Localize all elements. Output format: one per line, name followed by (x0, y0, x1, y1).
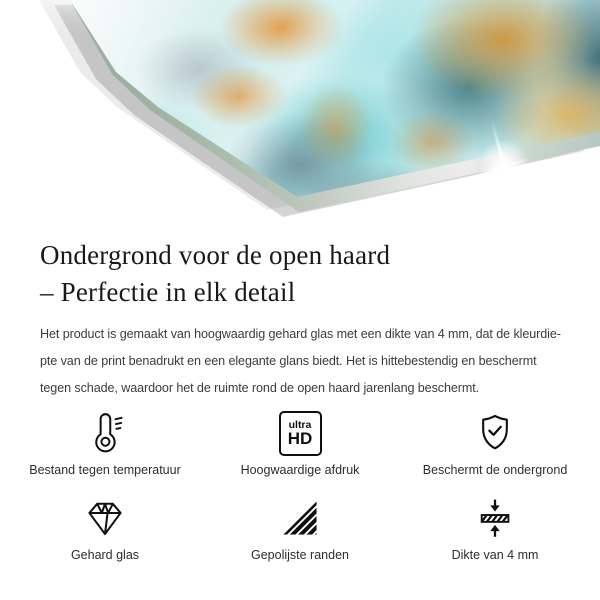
ultra-hd-badge-bottom-text: HD (287, 428, 313, 448)
page-title-line-2: – Perfectie in elk detail (40, 277, 296, 307)
ultra-hd-badge (279, 411, 322, 456)
feature-polished-edges (203, 495, 398, 562)
features-grid (29, 410, 568, 562)
polished-edges-icon (280, 495, 320, 541)
feature-label: Bestand tegen temperatuur (29, 463, 181, 477)
thermometer-icon (84, 410, 126, 456)
feature-tempered-glass (8, 495, 203, 562)
thickness-4mm-icon (474, 495, 516, 541)
intro-line: Het product is gemaakt van hoogwaardig gehard glas met een dikte van 4 mm, dat de kleurdie- (40, 327, 561, 341)
feature-thickness (398, 495, 593, 562)
feature-label: Dikte van 4 mm (451, 548, 539, 562)
intro-line: tegen schade, waardoor het de ruimte rond de open haard jarenlang beschermt. (40, 381, 480, 395)
page-title-line-1: Ondergrond voor de open haard (40, 240, 391, 270)
diamond-icon (83, 495, 127, 541)
page-title (40, 237, 560, 311)
sparkle-glow (474, 136, 534, 196)
intro-line: pte van de print benadrukt en een elegante glans biedt. Het is hittebestendig en beschermt (40, 354, 537, 368)
ultra-hd-badge-top-text: ultra (288, 418, 312, 431)
feature-temperature (8, 410, 203, 477)
text-content (0, 237, 600, 562)
shield-check-icon (474, 410, 516, 456)
intro-paragraph (40, 321, 560, 402)
feature-print-quality (203, 410, 398, 477)
ultra-hd-icon (279, 410, 322, 456)
hero-product-photo (0, 0, 600, 230)
feature-label: Gehard glas (70, 548, 140, 562)
feature-label: Gepolijste randen (251, 548, 349, 562)
feature-label: Hoogwaardige afdruk (240, 463, 360, 477)
feature-protection (398, 410, 593, 477)
feature-label: Beschermt de ondergrond (422, 463, 568, 477)
